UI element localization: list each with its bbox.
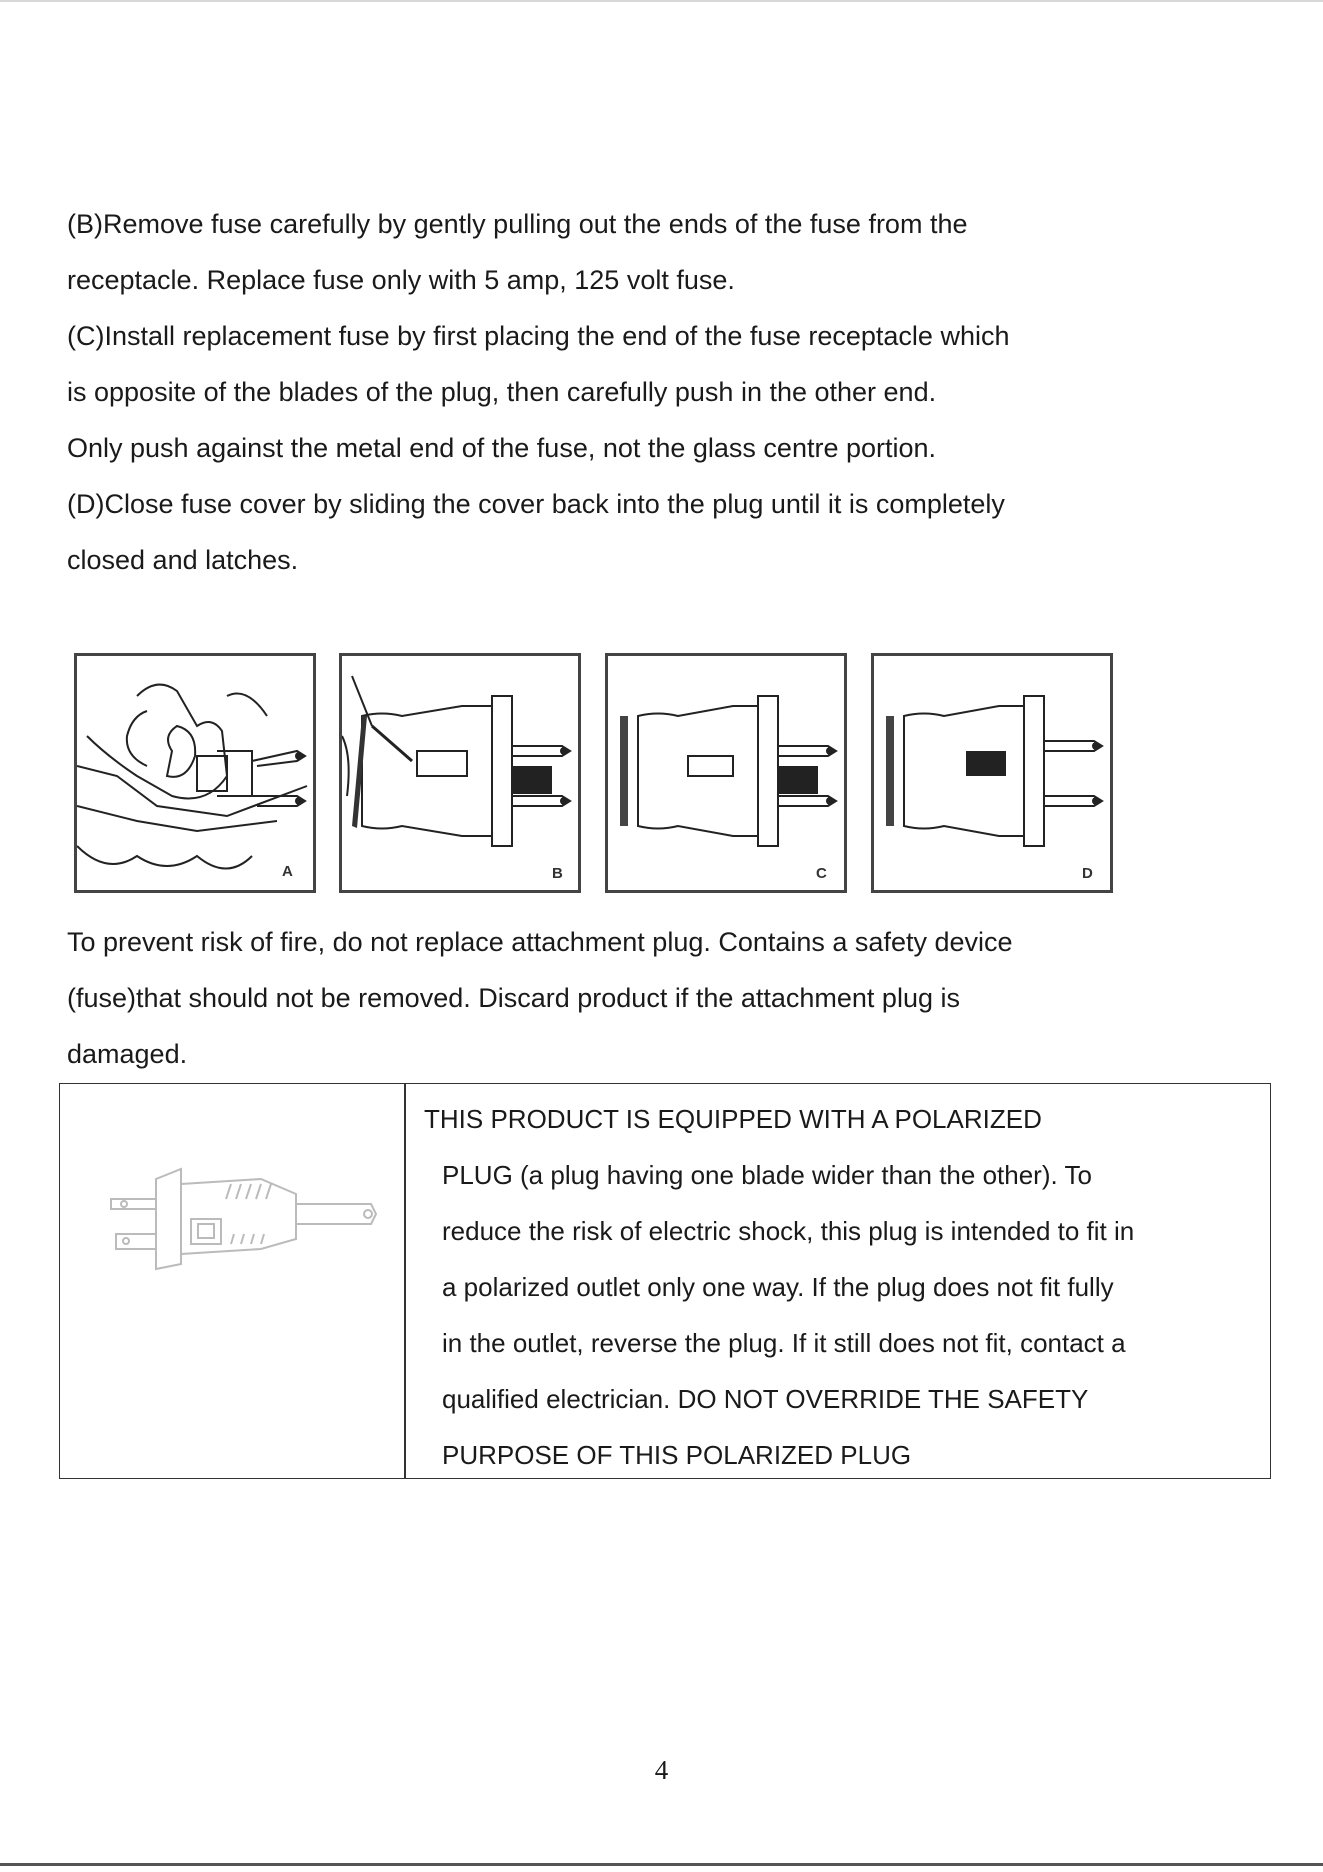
polarized-plug-illustration <box>86 1154 386 1274</box>
note-line: a polarized outlet only one way. If the plug does not fit fully <box>442 1272 1114 1302</box>
table-divider <box>404 1084 406 1478</box>
plug-removing-fuse-illustration <box>342 656 578 890</box>
figure-panel-c <box>605 653 847 893</box>
polarized-plug-note <box>424 1091 1264 1483</box>
instruction-line: receptacle. Replace fuse only with 5 amp, 125 volt fuse. <box>67 265 735 295</box>
figure-label: C <box>816 865 827 882</box>
figure-label: D <box>1082 865 1093 882</box>
note-line: qualified electrician. DO NOT OVERRIDE THE SAFETY <box>442 1384 1089 1414</box>
note-line: in the outlet, reverse the plug. If it still does not fit, contact a <box>442 1328 1126 1358</box>
note-line: reduce the risk of electric shock, this plug is intended to fit in <box>442 1216 1135 1246</box>
top-rule <box>0 0 1323 2</box>
note-line: PLUG (a plug having one blade wider than the other). To <box>442 1160 1092 1190</box>
figure-label: A <box>282 863 293 880</box>
bottom-rule <box>0 1863 1323 1866</box>
instruction-line: Only push against the metal end of the fuse, not the glass centre portion. <box>67 433 937 463</box>
plug-cover-closed-illustration <box>874 656 1110 890</box>
plug-empty-fuse-receptacle-illustration <box>608 656 844 890</box>
warning-line: To prevent risk of fire, do not replace attachment plug. Contains a safety device <box>67 927 1013 957</box>
figure-panel-b <box>339 653 581 893</box>
polarized-plug-table <box>59 1083 1271 1479</box>
warning-line: damaged. <box>67 1039 188 1069</box>
figure-panel-a <box>74 653 316 893</box>
page-number: 4 <box>654 1755 669 1785</box>
warning-line: (fuse)that should not be removed. Discard product if the attachment plug is <box>67 983 960 1013</box>
instruction-line: (C)Install replacement fuse by first placing the end of the fuse receptacle which <box>67 321 1010 351</box>
fire-warning <box>67 914 1217 1082</box>
note-line: PURPOSE OF THIS POLARIZED PLUG <box>442 1440 912 1470</box>
instruction-line: is opposite of the blades of the plug, then carefully push in the other end. <box>67 377 937 407</box>
instruction-line: closed and latches. <box>67 545 299 575</box>
hand-opening-fuse-cover-illustration <box>77 656 313 890</box>
figure-panel-d <box>871 653 1113 893</box>
instruction-line: (B)Remove fuse carefully by gently pulling out the ends of the fuse from the <box>67 209 968 239</box>
instruction-line: (D)Close fuse cover by sliding the cover back into the plug until it is completely <box>67 489 1005 519</box>
fuse-replacement-figures <box>74 653 1114 898</box>
fuse-instructions <box>67 196 1217 588</box>
figure-label: B <box>552 865 563 882</box>
plug-image-cell <box>60 1084 404 1478</box>
note-line: THIS PRODUCT IS EQUIPPED WITH A POLARIZED <box>424 1104 1042 1134</box>
